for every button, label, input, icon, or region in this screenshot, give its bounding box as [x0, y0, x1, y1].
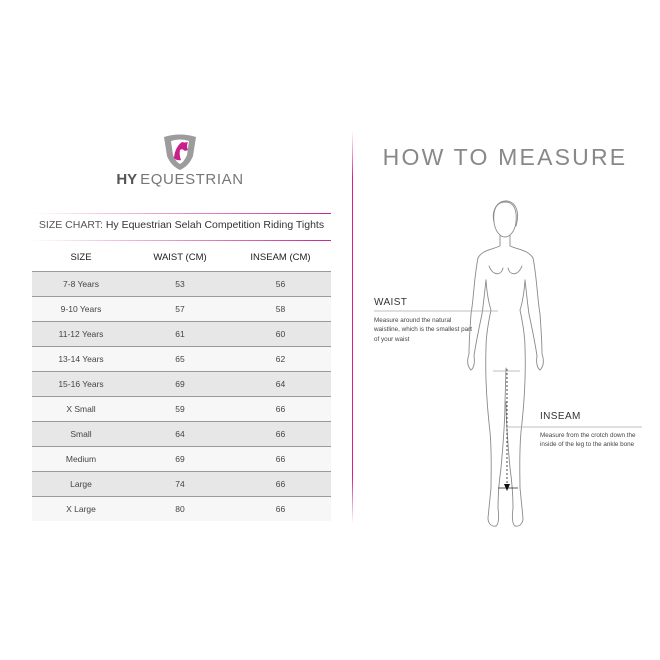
- waist-cell: 69: [130, 447, 230, 472]
- inseam-description: Measure from the crotch down the inside of the leg to the ankle bone: [540, 432, 636, 449]
- size-cell: Medium: [32, 447, 130, 472]
- size-cell: 9-10 Years: [32, 297, 130, 322]
- size-cell: 15-16 Years: [32, 372, 130, 397]
- chart-title-product: Hy Equestrian Selah Competition Riding Tights: [105, 219, 325, 231]
- inseam-cell: 66: [230, 397, 331, 422]
- waist-cell: 80: [130, 497, 230, 522]
- column-header-inseam: INSEAM (CM): [230, 243, 331, 272]
- waist-label: WAIST: [374, 297, 408, 308]
- waist-description: Measure around the natural waistline, which is the smallest part of your waist: [374, 317, 472, 343]
- inseam-cell: 64: [230, 372, 331, 397]
- how-to-measure-title: HOW TO MEASURE: [382, 144, 628, 170]
- size-cell: Small: [32, 422, 130, 447]
- inseam-cell: 60: [230, 322, 331, 347]
- inseam-cell: 66: [230, 497, 331, 522]
- inseam-cell: 58: [230, 297, 331, 322]
- inseam-cell: 66: [230, 422, 331, 447]
- waist-cell: 74: [130, 472, 230, 497]
- size-cell: X Large: [32, 497, 130, 522]
- waist-cell: 57: [130, 297, 230, 322]
- waist-cell: 53: [130, 272, 230, 297]
- size-cell: Large: [32, 472, 130, 497]
- size-cell: 13-14 Years: [32, 347, 130, 372]
- inseam-cell: 66: [230, 447, 331, 472]
- inseam-label: INSEAM: [540, 411, 581, 422]
- column-header-waist: WAIST (CM): [130, 243, 230, 272]
- inseam-cell: 66: [230, 472, 331, 497]
- waist-cell: 69: [130, 372, 230, 397]
- inseam-cell: 56: [230, 272, 331, 297]
- brand-prefix: HY: [116, 171, 138, 188]
- size-cell: 11-12 Years: [32, 322, 130, 347]
- size-cell: X Small: [32, 397, 130, 422]
- chart-title-label: SIZE CHART:: [38, 219, 103, 231]
- brand-name: EQUESTRIAN: [140, 171, 244, 188]
- column-header-size: SIZE: [32, 243, 130, 272]
- waist-cell: 61: [130, 322, 230, 347]
- waist-cell: 64: [130, 422, 230, 447]
- inseam-cell: 62: [230, 347, 331, 372]
- waist-cell: 59: [130, 397, 230, 422]
- size-cell: 7-8 Years: [32, 272, 130, 297]
- waist-cell: 65: [130, 347, 230, 372]
